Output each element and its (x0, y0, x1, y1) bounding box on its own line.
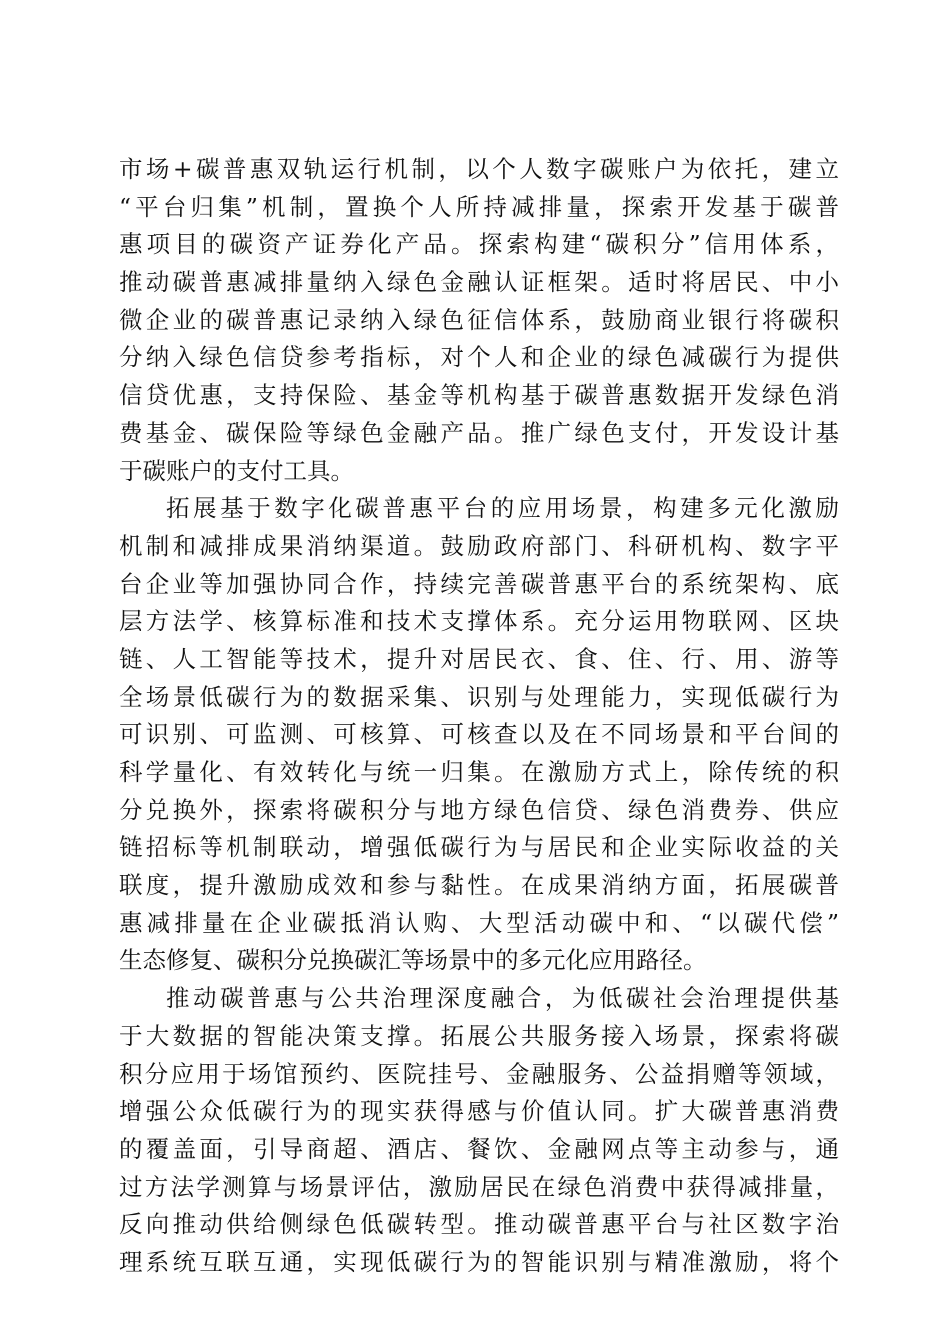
text-line: 过方法学测算与场景评估，激励居民在绿色消费中获得减排量， (119, 1172, 839, 1201)
text-line: 科学量化、有效转化与统一归集。在激励方式上，除传统的积 (119, 758, 839, 786)
text-line: 惠减排量在企业碳抵消认购、大型活动碳中和、“以碳代偿” (119, 908, 839, 937)
text-line: 生态修复、碳积分兑换碳汇等场景中的多元化应用路径。 (119, 946, 707, 975)
text-line: 于大数据的智能决策支撑。拓展公共服务接入场景，探索将碳 (119, 1021, 839, 1050)
text-line: 于碳账户的支付工具。 (119, 456, 354, 485)
text-line: 台企业等加强协同合作，持续完善碳普惠平台的系统架构、底 (119, 569, 839, 598)
paragraph-start-line: 拓展基于数字化碳普惠平台的应用场景，构建多元化激励 (166, 494, 839, 523)
body-text (119, 151, 839, 1282)
text-line: 链、人工智能等技术，提升对居民衣、食、住、行、用、游等 (119, 644, 839, 673)
text-line: 市场+碳普惠双轨运行机制，以个人数字碳账户为依托，建立 (119, 155, 839, 183)
text-line: 信贷优惠，支持保险、基金等机构基于碳普惠数据开发绿色消 (119, 381, 839, 410)
paragraph-start-line: 推动碳普惠与公共治理深度融合，为低碳社会治理提供基 (166, 984, 839, 1013)
text-line: 反向推动供给侧绿色低碳转型。推动碳普惠平台与社区数字治 (119, 1210, 839, 1239)
text-line: 分纳入绿色信贷参考指标，对个人和企业的绿色减碳行为提供 (119, 343, 839, 372)
text-line: “平台归集”机制，置换个人所持减排量，探索开发基于碳普 (119, 192, 839, 221)
text-line: 机制和减排成果消纳渠道。鼓励政府部门、科研机构、数字平 (119, 531, 839, 560)
text-line: 推动碳普惠减排量纳入绿色金融认证框架。适时将居民、中小 (119, 268, 839, 297)
text-line: 微企业的碳普惠记录纳入绿色征信体系，鼓励商业银行将碳积 (119, 305, 839, 334)
text-line: 全场景低碳行为的数据采集、识别与处理能力，实现低碳行为 (119, 682, 839, 711)
text-line: 惠项目的碳资产证券化产品。探索构建“碳积分”信用体系， (119, 230, 839, 259)
text-line: 联度，提升激励成效和参与黏性。在成果消纳方面，拓展碳普 (119, 871, 839, 900)
text-line: 分兑换外，探索将碳积分与地方绿色信贷、绿色消费券、供应 (119, 795, 839, 824)
text-line: 增强公众低碳行为的现实获得感与价值认同。扩大碳普惠消费 (119, 1097, 839, 1126)
text-line: 理系统互联互通，实现低碳行为的智能识别与精准激励，将个 (119, 1247, 839, 1276)
text-line: 的覆盖面，引导商超、酒店、餐饮、金融网点等主动参与，通 (119, 1134, 839, 1163)
text-line: 链招标等机制联动，增强低碳行为与居民和企业实际收益的关 (119, 833, 839, 862)
text-line: 层方法学、核算标准和技术支撑体系。充分运用物联网、区块 (119, 607, 839, 636)
text-line: 积分应用于场馆预约、医院挂号、金融服务、公益捐赠等领域， (119, 1059, 839, 1088)
text-line: 费基金、碳保险等绿色金融产品。推广绿色支付，开发设计基 (119, 418, 839, 447)
text-line: 可识别、可监测、可核算、可核查以及在不同场景和平台间的 (119, 720, 839, 749)
